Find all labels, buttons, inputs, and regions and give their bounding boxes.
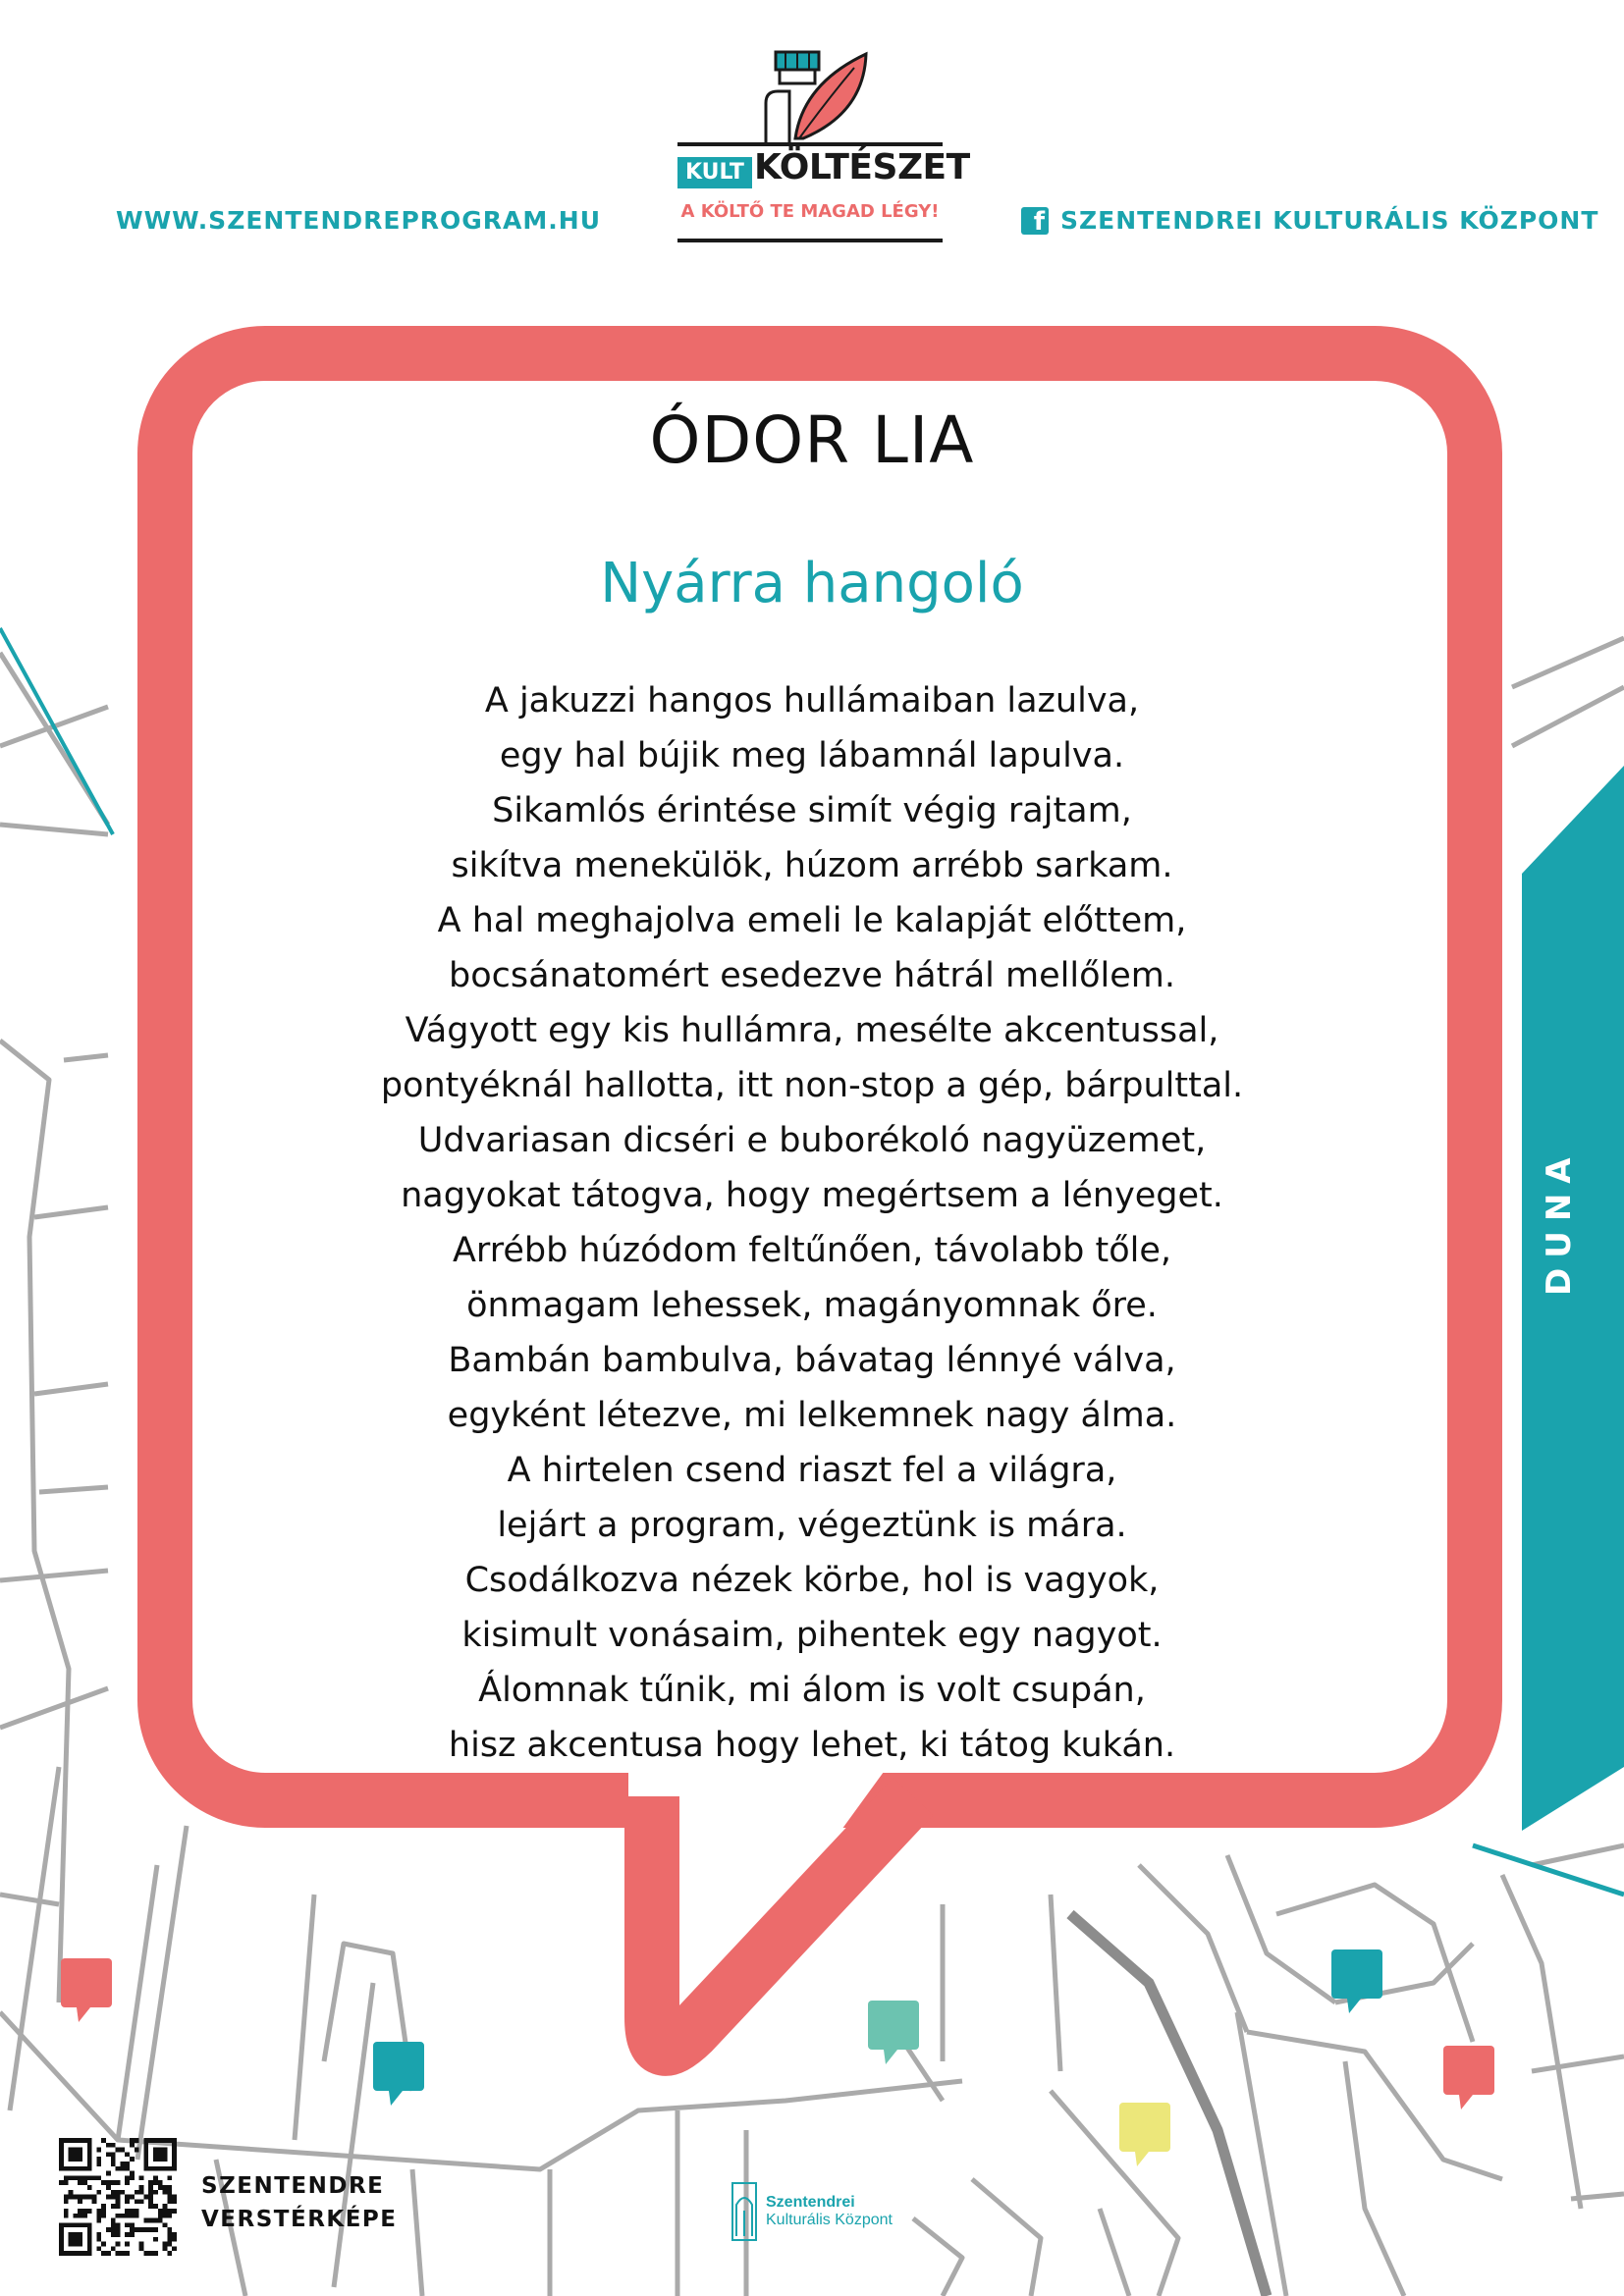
verse-map-label (201, 2169, 398, 2236)
poem-title: Nyárra hangoló (600, 552, 1024, 615)
cultural-center-name-line2: Kulturális Központ (766, 2212, 893, 2228)
poem-line: önmagam lehessek, magányomnak őre. (466, 1286, 1158, 1325)
cultural-center-logo (731, 2181, 893, 2242)
teal-route-right (1473, 1845, 1624, 1895)
poem-line: Sikamlós érintése simít végig rajtam, (492, 791, 1132, 830)
speech-pin-coral-right (1443, 2046, 1494, 2109)
poem-line: Vágyott egy kis hullámra, mesélte akcentussal, (405, 1011, 1219, 1050)
poem-line: egyként létezve, mi lelkemnek nagy álma. (447, 1396, 1177, 1435)
verse-map-line2: VERSTÉRKÉPE (201, 2207, 398, 2232)
facebook-link-label: SZENTENDREI KULTURÁLIS KÖZPONT (1060, 206, 1599, 235)
poem-line: Udvariasan dicséri e buborékoló nagyüzemet, (417, 1121, 1207, 1160)
poem-line: Csodálkozva nézek körbe, hol is vagyok, (464, 1561, 1160, 1600)
poem-line: egy hal bújik meg lábamnál lapulva. (499, 736, 1125, 775)
speech-pin-teal-left (373, 2042, 424, 2106)
qr-code[interactable] (59, 2138, 177, 2256)
poem-line: hisz akcentusa hogy lehet, ki tátog kukán. (448, 1726, 1176, 1765)
poem-line: sikítva menekülök, húzom arrébb sarkam. (451, 846, 1173, 885)
poem-line: A hal meghajolva emeli le kalapját előttem, (437, 901, 1187, 940)
poem-line: lejárt a program, végeztünk is mára. (497, 1506, 1127, 1545)
poem-line: nagyokat tátogva, hogy megértsem a lényeget. (401, 1176, 1223, 1215)
poem-text (0, 673, 1624, 1773)
cultural-center-name-line1: Szentendrei (766, 2194, 855, 2211)
facebook-icon: f (1021, 207, 1049, 235)
speech-pin-yellow (1119, 2103, 1170, 2166)
poem-line: bocsánatomért esedezve hátrál mellőlem. (449, 956, 1175, 995)
verse-map-line1: SZENTENDRE (201, 2173, 385, 2199)
poem-line: A hirtelen csend riaszt fel a világra, (507, 1451, 1117, 1490)
poem-line: Álomnak tűnik, mi álom is volt csupán, (478, 1671, 1146, 1710)
logo-kult-badge: KULT (677, 157, 752, 188)
logo-name: KÖLTÉSZET (754, 147, 970, 187)
website-link[interactable]: WWW.SZENTENDREPROGRAM.HU (116, 206, 601, 235)
poem-line: A jakuzzi hangos hullámaiban lazulva, (484, 681, 1140, 721)
poem-author: ÓDOR LIA (649, 402, 975, 478)
poem-line: pontyéknál hallotta, itt non-stop a gép, bárpulttal. (380, 1066, 1244, 1105)
poem-line: Arrébb húzódom feltűnően, távolabb tőle, (452, 1231, 1172, 1270)
duna-label: DUNA (1540, 1148, 1579, 1296)
logo-slogan: A KÖLTŐ TE MAGAD LÉGY! (680, 201, 940, 222)
logo-bottom-rule (677, 239, 943, 242)
facebook-link[interactable] (1021, 206, 1598, 235)
speech-pin-coral-left (61, 1958, 112, 2022)
poem-line: kisimult vonásaim, pihentek egy nagyot. (461, 1616, 1163, 1655)
logo-top-rule (677, 142, 943, 146)
poem-line: Bambán bambulva, bávatag lénnyé válva, (448, 1341, 1176, 1380)
poet-feather-icon (756, 44, 874, 142)
cultural-center-emblem-icon (731, 2181, 758, 2242)
kult-kolteszet-logo (677, 44, 970, 250)
